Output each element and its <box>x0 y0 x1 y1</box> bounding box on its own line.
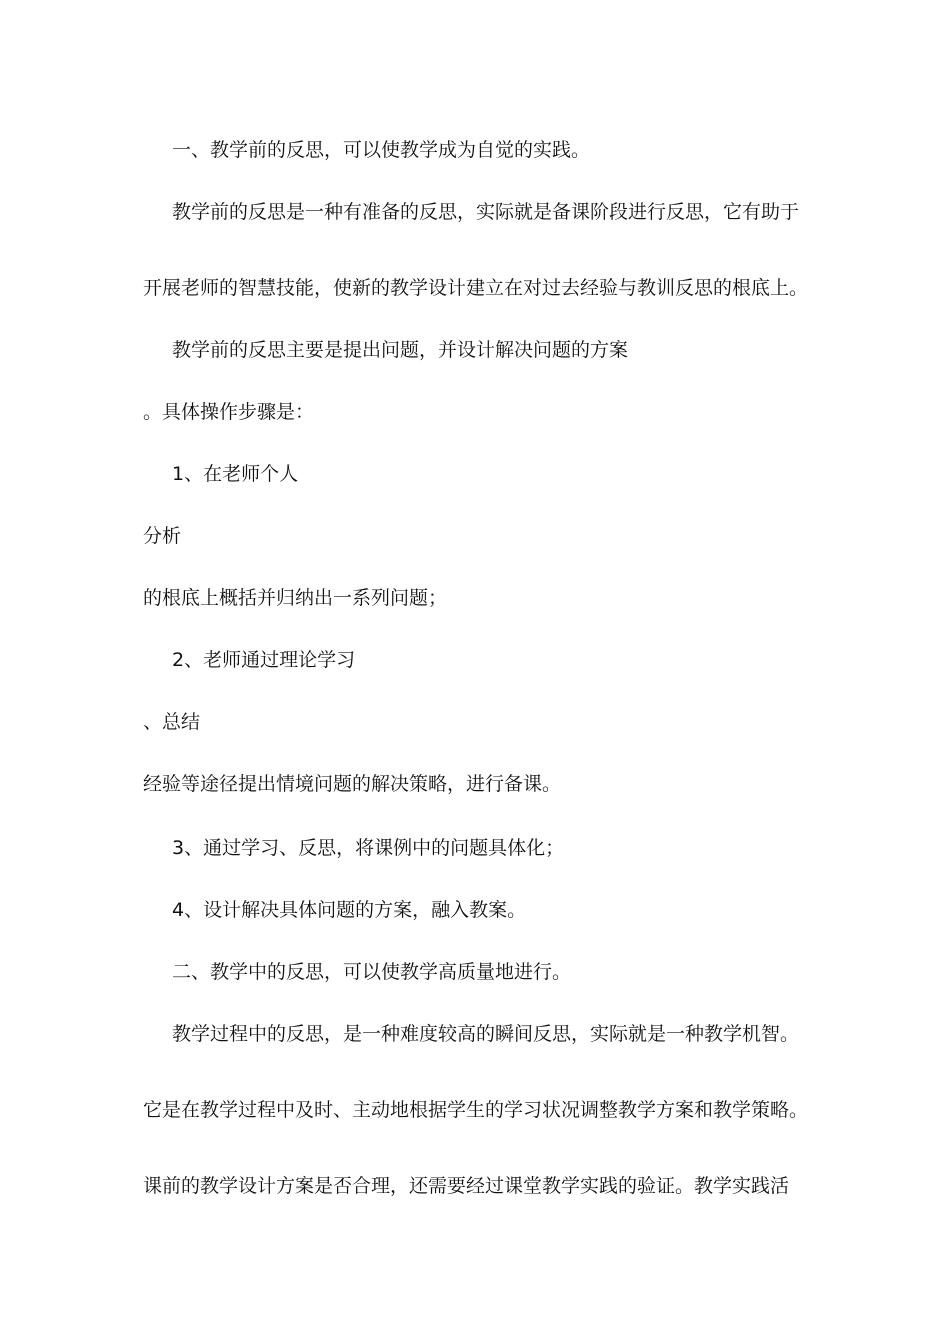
paragraph-line: 开展老师的智慧技能，使新的教学设计建立在对过去经验与教训反思的根底上。 <box>143 277 809 299</box>
paragraph-line: 分析 <box>143 525 182 547</box>
paragraph-line: 教学前的反思主要是提出问题，并设计解决问题的方案 <box>172 339 629 361</box>
paragraph-line: 。具体操作步骤是： <box>143 401 315 423</box>
paragraph-line: 教学过程中的反思，是一种难度较高的瞬间反思，实际就是一种教学机智。 <box>172 1023 800 1045</box>
list-item-2: 2、老师通过理论学习 <box>172 649 356 671</box>
list-item-4: 4、设计解决具体问题的方案，融入教案。 <box>172 899 527 921</box>
paragraph-line: 、总结 <box>143 711 201 733</box>
paragraph-line: 的根底上概括并归纳出一系列问题； <box>143 587 448 609</box>
paragraph-line: 经验等途径提出情境问题的解决策略，进行备课。 <box>143 773 562 795</box>
list-item-1: 1、在老师个人 <box>172 463 299 485</box>
paragraph-line: 它是在教学过程中及时、主动地根据学生的学习状况调整教学方案和教学策略。 <box>143 1099 809 1121</box>
list-item-3: 3、通过学习、反思，将课例中的问题具体化； <box>172 837 565 859</box>
paragraph-line: 教学前的反思是一种有准备的反思，实际就是备课阶段进行反思，它有助于 <box>172 201 800 223</box>
paragraph-line: 课前的教学设计方案是否合理，还需要经过课堂教学实践的验证。教学实践活 <box>143 1175 790 1197</box>
section-heading-two: 二、教学中的反思，可以使教学高质量地进行。 <box>172 961 572 983</box>
section-heading-one: 一、教学前的反思，可以使教学成为自觉的实践。 <box>172 139 591 161</box>
